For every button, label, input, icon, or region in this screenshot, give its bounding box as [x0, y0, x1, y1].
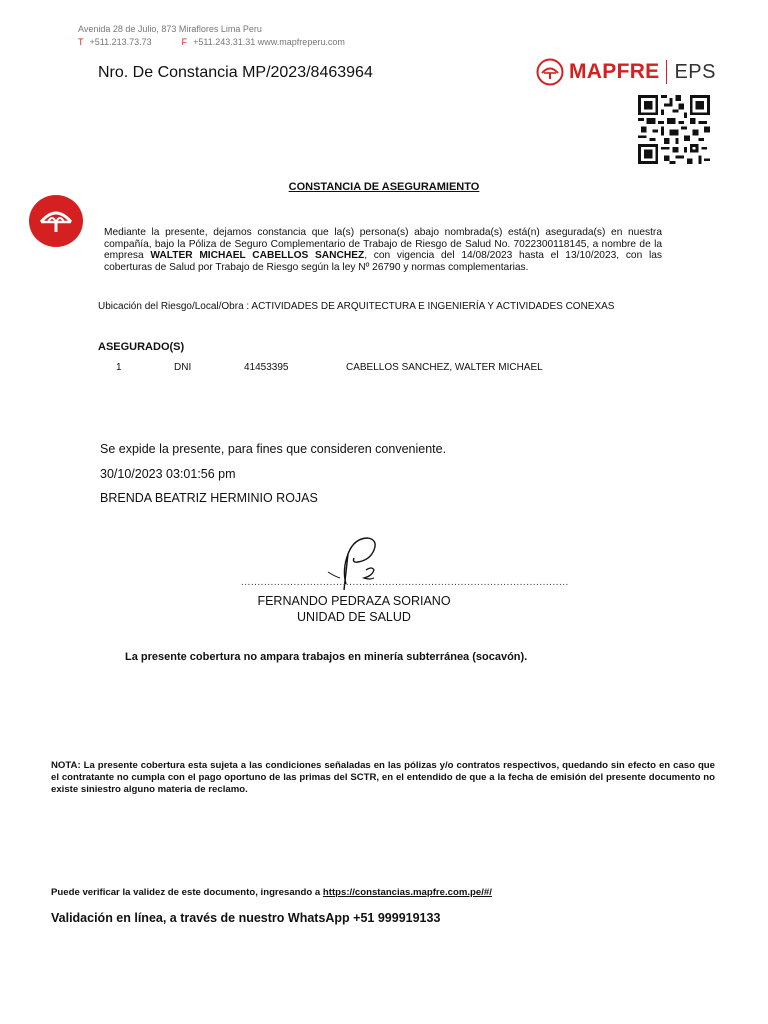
phone-f: +511.243.31.31 www.mapfreperu.com: [193, 37, 345, 47]
qr-code: [638, 95, 710, 164]
issue-text: Se expide la presente, para fines que consideren conveniente.: [100, 442, 447, 456]
phone-label-f: F: [181, 37, 188, 47]
coverage-note: La presente cobertura no ampara trabajos en minería subterránea (socavón).: [125, 651, 528, 663]
header-address: Avenida 28 de Julio, 873 Miraflores Lima Peru: [78, 24, 262, 34]
logo-brand: MAPFRE: [569, 60, 660, 83]
issue-datetime: 30/10/2023 03:01:56 pm: [100, 467, 236, 481]
verify-line: [51, 887, 492, 898]
document-title: CONSTANCIA DE ASEGURAMIENTO: [288, 181, 480, 193]
logo-separator: [666, 60, 667, 84]
intro-text-1: Mediante la presente, dejamos constancia que la(s) persona(s) abajo nombrada(s) está(n) asegurada(s) en nuestra compañía, bajo la Póliza de Seguro Complementario de Trabajo de Riesgo de Salud No. 7022300118145, a nombre de la empresa: [104, 227, 662, 262]
legal-note: NOTA: La presente cobertura esta sujeta a las condiciones señaladas en las pólizas y/o contratos respectivos, quedando sin efecto en caso que el contratante no cumpla con el pago oportuno de las primas del SCTR, en el entendido de que a la fecha de emisión del presente documento no existe siniestro alguno materia de reclamo.: [51, 760, 715, 795]
insured-doc-number: 41453395: [244, 362, 289, 373]
risk-location: Ubicación del Riesgo/Local/Obra : ACTIVIDADES DE ARQUITECTURA E INGENIERÍA Y ACTIVIDADES CONEXAS: [98, 301, 615, 312]
signer-name: FERNANDO PEDRAZA SORIANO: [257, 594, 451, 608]
intro-text-2: , con vigencia del 14/08/2023 hasta el 13/10/2023, con las coberturas de Salud por Trabajo de Riesgo según la ley Nº 26790 y normas complementarias.: [104, 250, 662, 273]
signature-line: ....................................................................................................: [241, 577, 569, 588]
mapfre-emblem-icon: [536, 58, 564, 86]
constancia-number: Nro. De Constancia MP/2023/8463964: [98, 64, 373, 81]
header-phones: [78, 37, 345, 47]
intro-paragraph: [104, 227, 662, 273]
verify-link[interactable]: https://constancias.mapfre.com.pe/#/: [322, 887, 492, 898]
insured-name: CABELLOS SANCHEZ, WALTER MICHAEL: [346, 362, 543, 373]
whatsapp-validation: Validación en línea, a través de nuestro WhatsApp +51 999919133: [51, 911, 441, 925]
mapfre-badge-icon: [29, 195, 83, 247]
umbrella-emblem-icon: [38, 206, 74, 236]
mapfre-eps-logo: [536, 58, 716, 86]
logo-unit: EPS: [674, 60, 716, 83]
phone-t: +511.213.73.73: [89, 37, 152, 47]
verify-text: Puede verificar la validez de este documento, ingresando a: [51, 887, 323, 898]
phone-label-t: T: [78, 37, 84, 47]
signer-unit: UNIDAD DE SALUD: [297, 610, 411, 624]
insured-doc-type: DNI: [174, 362, 192, 373]
company-name: WALTER MICHAEL CABELLOS SANCHEZ: [150, 250, 365, 262]
issuer-name: BRENDA BEATRIZ HERMINIO ROJAS: [100, 491, 318, 505]
insured-heading: ASEGURADO(S): [98, 341, 185, 353]
insured-index: 1: [116, 362, 122, 373]
